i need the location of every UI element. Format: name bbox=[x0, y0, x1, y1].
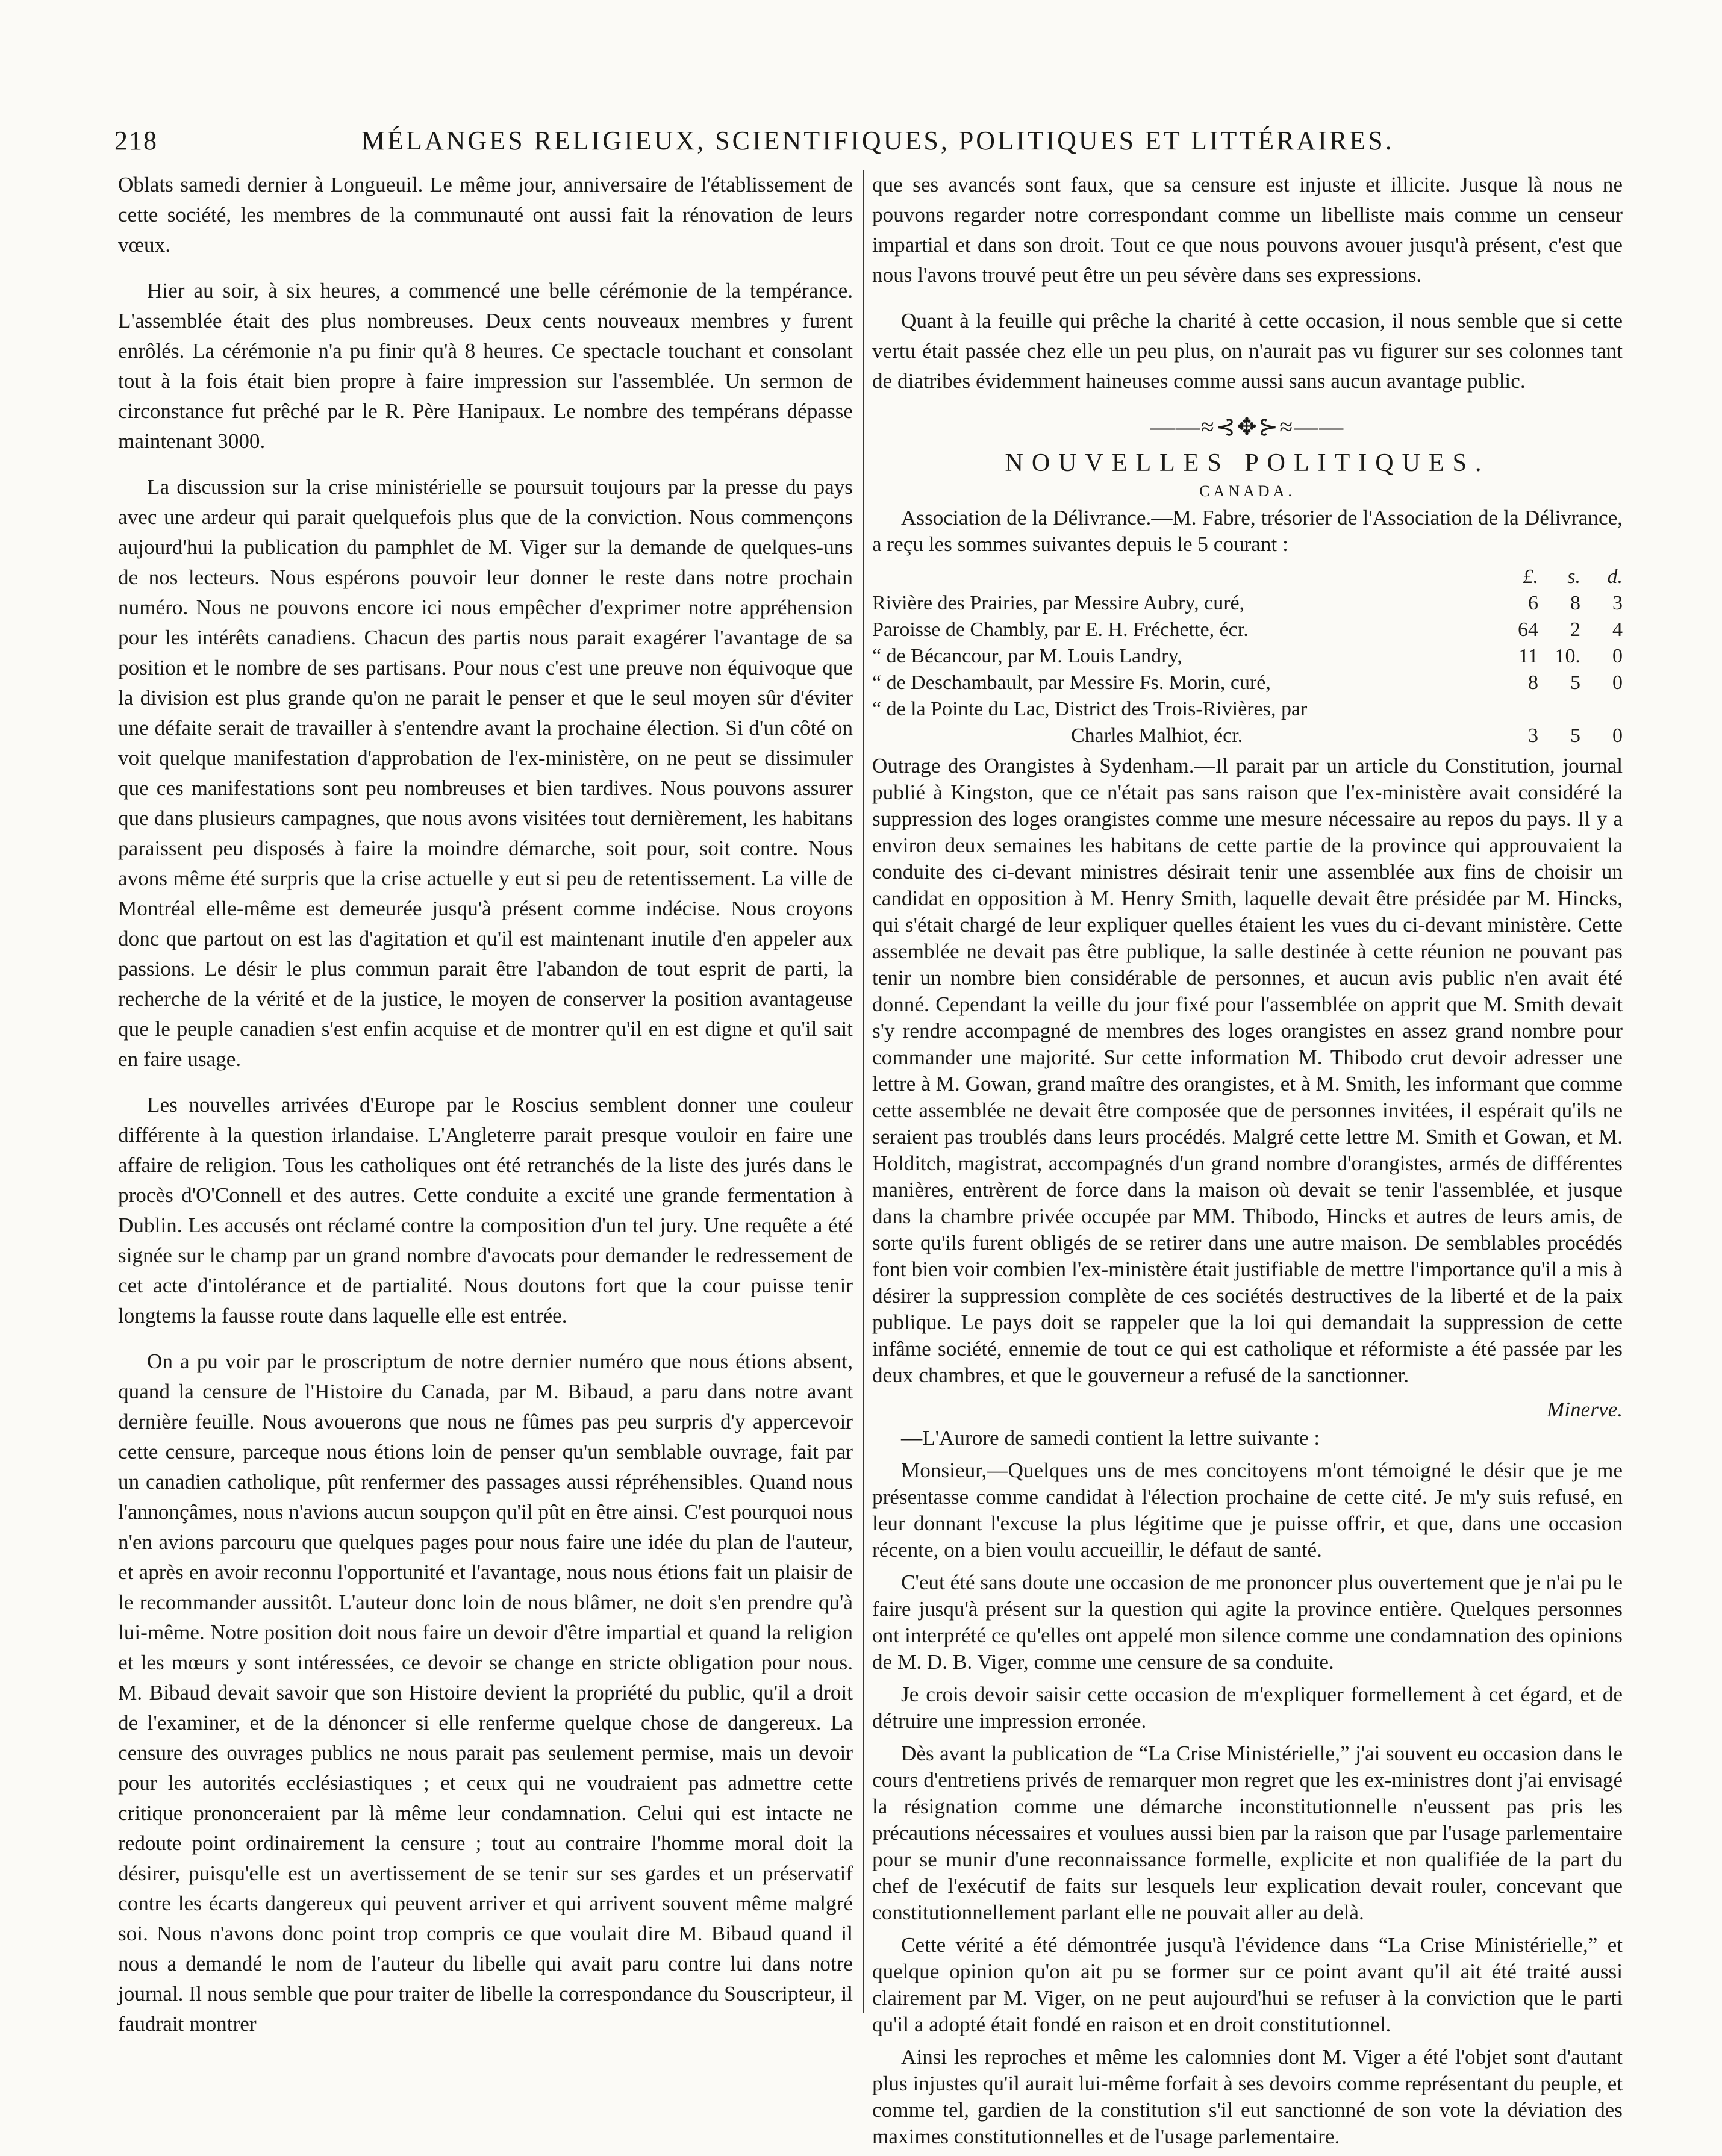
paragraph: Oblats samedi dernier à Longueuil. Le même jour, anniversaire de l'établissement de cette société, les membres de la communauté ont aussi fait la rénovation de leurs vœux. bbox=[118, 173, 853, 257]
donation-amount: 5 bbox=[1570, 671, 1580, 694]
donation-label: Charles Malhiot, écr. bbox=[1071, 724, 1243, 747]
donation-amount bbox=[1538, 696, 1580, 723]
donation-row bbox=[872, 670, 1623, 696]
orangistes-article: Outrage des Orangistes à Sydenham.—Il parait par un article du Constitution, journal publié à Kingston, que ce n'était pas sans raison que l'ex-ministère avait considéré la suppression des loges orangistes comme une mesure nécessaire au repos du pays. Il y a environ deux semaines les habitans de cette partie de la province qui approuvaient la conduite des ci-devant ministres désirait tenir une assemblée aux fins de choisir un candidat en opposition à M. Henry Smith, laquelle devait être présidée par M. Hincks, qui s'était chargé de leur expliquer quelles étaient les vues du ci-devant ministère. Cette assemblée ne devait pas être publique, la salle destinée à cette réunion ne pouvant pas tenir un nombre bien considérable de personnes, et aucun avis public n'en avait été donné. Cependant la veille du jour fixé pour l'assemblée on apprit que M. Smith devait s'y rendre accompagné de membres des loges orangistes en assez grand nombre pour commander une majorité. Sur cette information M. Thibodo crut devoir adresser une lettre à M. Gowan, grand maître des orangistes, et à M. Smith, les informant que comme cette assemblée ne devait être composée que de personnes invitées, il espérait qu'ils ne seraient pas troublés dans leurs procédés. Malgré cette lettre M. Smith et Gowan, et M. Holditch, magistrat, accompagnés d'un grand nombre d'orangistes, armés de différentes manières, entrèrent de force dans la maison où devait se tenir l'assemblée, et jusque dans la chambre privée occupée par MM. Thibodo, Hincks et autres de leurs amis, de sorte qu'ils furent obligés de se retirer dans une autre maison. De semblables procédés font bien voir combien l'ex-ministère était justifiable de mettre l'importance qu'il a mis à désirer la suppression complète de ces sociétés destructives de la liberté et de la paix publique. Le pays doit se rappeler que la loi qui demandait la suppression de cette infâme société, ennemie de tout ce qui est catholique et réformiste a été passée par les deux chambres, et que le gouverneur a refusé de la sanctionner. bbox=[872, 754, 1623, 1387]
paragraph: que ses avancés sont faux, que sa censure est injuste et illicite. Jusque là nous ne pouvons regarder notre correspondant comme un libelliste mais comme un censeur impartial et dans son droit. Tout ce que nous pouvons avouer jusqu'à présent, c'est que nous l'avons trouvé peut être un peu sévère dans ses expressions. bbox=[872, 173, 1623, 287]
letter-paragraph: Monsieur,—Quelques uns de mes concitoyens m'ont témoigné le désir que je me présentasse comme candidat à l'élection prochaine de cette cité. Je m'y suis refusé, en leur donnant l'excuse la plus légitime que je puisse offrir, et que, dans une occasion récente, on a bien voulu accueillir, le défaut de santé. bbox=[872, 1459, 1623, 1562]
letter-paragraph: Je crois devoir saisir cette occasion de m'expliquer formellement à cet égard, et de détruire une impression erronée. bbox=[872, 1683, 1623, 1733]
page-number: 218 bbox=[114, 126, 158, 155]
letter-paragraph: Cette vérité a été démontrée jusqu'à l'évidence dans “La Crise Ministérielle,” et quelque opinion qu'on ait pu se former sur ce point avant qu'il ait été traité aussi clairement par M. Viger, on ne peut aujourd'hui se refuser à la conviction que le parti qu'il a adopté était fondé en raison et en droit constitutionnel. bbox=[872, 1933, 1623, 2036]
donation-amount: 3 bbox=[1528, 724, 1538, 747]
donation-label: “ de Deschambault, par Messire Fs. Morin, curé, bbox=[872, 671, 1271, 694]
donation-label: Paroisse de Chambly, par E. H. Fréchette, écr. bbox=[872, 618, 1249, 641]
donation-amount: 0 bbox=[1612, 645, 1623, 667]
letter-paragraph: C'eut été sans doute une occasion de me prononcer plus ouvertement que je n'ai pu le faire jusqu'à présent sur la question qui agite la province entière. Quelques personnes ont interprété ce qu'elles ont appelé mon silence comme une condamnation des opinions de M. D. B. Viger, comme une censure de sa conduite. bbox=[872, 1571, 1623, 1674]
donation-amount: 10. bbox=[1555, 645, 1580, 667]
subsection-title: CANADA. bbox=[1199, 482, 1296, 500]
letter-paragraph: Ainsi les reproches et même les calomnies dont M. Viger a été l'objet sont d'autant plus injustes qu'il aurait lui-même forfait à ses devoirs comme représentant du peuple, et comme tel, gardien de la constitution s'il eut sanctionné de son vote la déviation des maximes constitutionnelles et de l'usage parlementaire. bbox=[872, 2045, 1623, 2148]
donation-amount: 0 bbox=[1612, 671, 1623, 694]
donation-amount: 3 bbox=[1612, 592, 1623, 614]
donation-amount: 8 bbox=[1570, 592, 1580, 614]
paragraph: La discussion sur la crise ministérielle se poursuit toujours par la presse du pays avec une ardeur qui parait quelquefois plus que de la conviction. Nous commençons aujourd'hui la publication du pamphlet de M. Viger sur la demande de quelques-uns de nos lecteurs. Nous espérons pouvoir leur donner le reste dans notre prochain numéro. Nous ne pouvons encore ici nous empêcher d'exprimer notre appréhension pour les intérêts canadiens. Chacun des partis nous parait exagérer l'avantage de sa position et le nombre de ses partisans. Pour nous c'est une preuve non équivoque que la division est plus grande qu'on ne parait le penser et que le seul moyen sûr d'éviter une défaite serait de travailler à s'entendre avant la prochaine élection. Si d'un côté on voit quelque manifestation d'approbation de l'ex-ministère, on ne peut se dissimuler que ces manifestations sont peu nombreuses et bien tardives. Nous pouvons assurer que dans plusieurs campagnes, que nous avons visitées tout dernièrement, les habitans paraissent peu disposés à faire la moindre démarche, soit pour, soit contre. Nous avons même été surpris que la crise actuelle y eut si peu de retentissement. La ville de Montréal elle-même est demeurée jusqu'à présent comme indécise. Nous croyons donc que partout on est las d'agitation et qu'il est maintenant inutile d'en appeler aux passions. Le désir le plus commun parait être l'abandon de tout esprit de parti, la recherche de la vérité et de la justice, le moyen de conserver la position avantageuse que le peuple canadien s'est enfin acquise et de montrer qu'il en est digne et qu'il sait en faire usage. bbox=[118, 475, 853, 1071]
donation-label: Rivière des Prairies, par Messire Aubry, curé, bbox=[872, 592, 1245, 614]
section-ornament: ——≈⊰✥⊱≈—— bbox=[1150, 413, 1345, 440]
pence-header: d. bbox=[1607, 565, 1623, 588]
paragraph: Hier au soir, à six heures, a commencé une belle cérémonie de la tempérance. L'assemblée était des plus nombreuses. Deux cents nouveaux membres y furent enrôlés. La cérémonie n'a pu finir qu'à 8 heures. Ce spectacle touchant et consolant tout à la fois était bien propre à faire impression sur l'assemblée. Un sermon de circonstance fut prêché par le R. Père Hanipaux. Le nombre des tempérans dépasse maintenant 3000. bbox=[118, 279, 853, 453]
column-divider bbox=[863, 170, 864, 2013]
donation-amount bbox=[1496, 696, 1538, 723]
donation-row bbox=[872, 696, 1623, 723]
paragraph: Les nouvelles arrivées d'Europe par le Roscius semblent donner une couleur différente à la question irlandaise. L'Angleterre parait presque vouloir en faire une affaire de religion. Tous les catholiques ont été retranchés de la liste des jurés dans le procès d'O'Connell et des autres. Cette conduite a excité une grande fermentation à Dublin. Les accusés ont réclamé contre la composition d'un tel jury. Une requête a été signée sur le champ par un grand nombre d'avocats pour demander le redressement de cet acte d'intolérance et de partialité. Nous doutons fort que la cour puisse tenir longtems la fausse route dans laquelle elle est entrée. bbox=[118, 1093, 853, 1327]
shilling-header: s. bbox=[1567, 565, 1580, 588]
letter-paragraph: Dès avant la publication de “La Crise Ministérielle,” j'ai souvent eu occasion dans le cours d'entretiens privés de remarquer mon regret que les ex-ministres dont j'ai envisagé la résignation comme une démarche inconstitutionnelle n'eussent pas pris les précautions nécessaires et voulues aussi bien par la raison que par l'usage parlementaire pour se munir d'une reconnaissance formelle, explicite et non qualifiée de la part du chef de l'exécutif de faits sur lesquels leur explication devait rouler, concevant que constitutionnellement parlant elle ne pouvait aller au delà. bbox=[872, 1742, 1623, 1924]
donation-label: “ de Bécancour, par M. Louis Landry, bbox=[872, 645, 1182, 667]
donation-amount bbox=[1580, 696, 1623, 723]
paragraph: On a pu voir par le proscriptum de notre dernier numéro que nous étions absent, quand la censure de l'Histoire du Canada, par M. Bibaud, a paru dans notre avant dernière feuille. Nous avouerons que nous ne fûmes pas peu surpris d'y appercevoir cette censure, parceque nous étions loin de penser qu'un semblable ouvrage, fait par un canadien catholique, pût renfermer des passages aussi répréhensibles. Quand nous l'annonçâmes, nous n'avions aucun soupçon qu'il pût en être ainsi. C'est pourquoi nous n'en avions parcouru que quelques pages pour nous faire une idée du plan de l'auteur, et après en avoir reconnu l'opportunité et l'avantage, nous nous étions fait un plaisir de le recommander aussitôt. L'auteur donc loin de nous blâmer, ne doit s'en prendre qu'à lui-même. Notre position doit nous faire un devoir d'être impartial et quand la religion et les mœurs y sont intéressées, ce devoir se change en stricte obligation pour nous. M. Bibaud devait savoir que son Histoire devient la propriété du public, qu'il a droit de l'examiner, et de la dénoncer si elle renferme quelque chose de dangereux. La censure des ouvrages publics ne nous parait pas seulement permise, mais un devoir pour les autorités ecclésiastiques ; et ceux qui ne voudraient pas admettre cette critique prononceraient par là même leur condamnation. Celui qui est intacte ne redoute point ordinairement la censure ; tout au contraire l'homme moral doit la désirer, puisqu'elle est un avertissement de se tenir sur ses gardes et un préservatif contre les écarts dangereux qui peuvent arriver et qui arrivent souvent même malgré soi. Nous n'avons donc point trop compris ce que voulait dire M. Bibaud quand il nous a demandé le nom de l'auteur du libelle qui avait paru contre lui dans notre journal. Il nous semble que pour traiter de libelle la correspondance du Souscripteur, il faudrait montrer bbox=[118, 1350, 853, 2036]
donation-amount: 11 bbox=[1518, 645, 1538, 667]
donation-amount: 5 bbox=[1570, 724, 1580, 747]
left-column bbox=[118, 170, 853, 2055]
running-title: MÉLANGES RELIGIEUX, SCIENTIFIQUES, POLITIQUES ET LITTÉRAIRES. bbox=[361, 126, 1394, 155]
paragraph: Quant à la feuille qui prêche la charité à cette occasion, il nous semble que si cette vertu était passée chez elle un peu plus, on n'aurait pas vu figurer sur ses colonnes tant de diatribes évidemment haineuses comme aussi sans aucun avantage public. bbox=[872, 309, 1623, 393]
donation-amount: 4 bbox=[1612, 618, 1623, 641]
donations-header bbox=[872, 564, 1623, 590]
donation-row bbox=[872, 643, 1623, 670]
donation-amount: 8 bbox=[1528, 671, 1538, 694]
donation-amount: 0 bbox=[1612, 724, 1623, 747]
source-signature: Minerve. bbox=[1546, 1398, 1623, 1421]
donation-row bbox=[872, 723, 1623, 749]
section-title: NOUVELLES POLITIQUES. bbox=[1005, 449, 1490, 477]
donation-amount: 6 bbox=[1528, 592, 1538, 614]
donation-amount: 2 bbox=[1570, 618, 1580, 641]
delivrance-intro: Association de la Délivrance.—M. Fabre, trésorier de l'Association de la Délivrance, a reçu les sommes suivantes depuis le 5 courant : bbox=[872, 506, 1623, 556]
donation-row bbox=[872, 590, 1623, 617]
donation-amount: 64 bbox=[1518, 618, 1538, 641]
right-column bbox=[872, 170, 1623, 2156]
donation-label: “ de la Pointe du Lac, District des Trois-Rivières, par bbox=[872, 698, 1308, 720]
pound-header: £. bbox=[1523, 565, 1538, 588]
aurore-intro: —L'Aurore de samedi contient la lettre suivante : bbox=[901, 1426, 1320, 1450]
donation-row bbox=[872, 617, 1623, 643]
donations-table bbox=[872, 564, 1623, 749]
